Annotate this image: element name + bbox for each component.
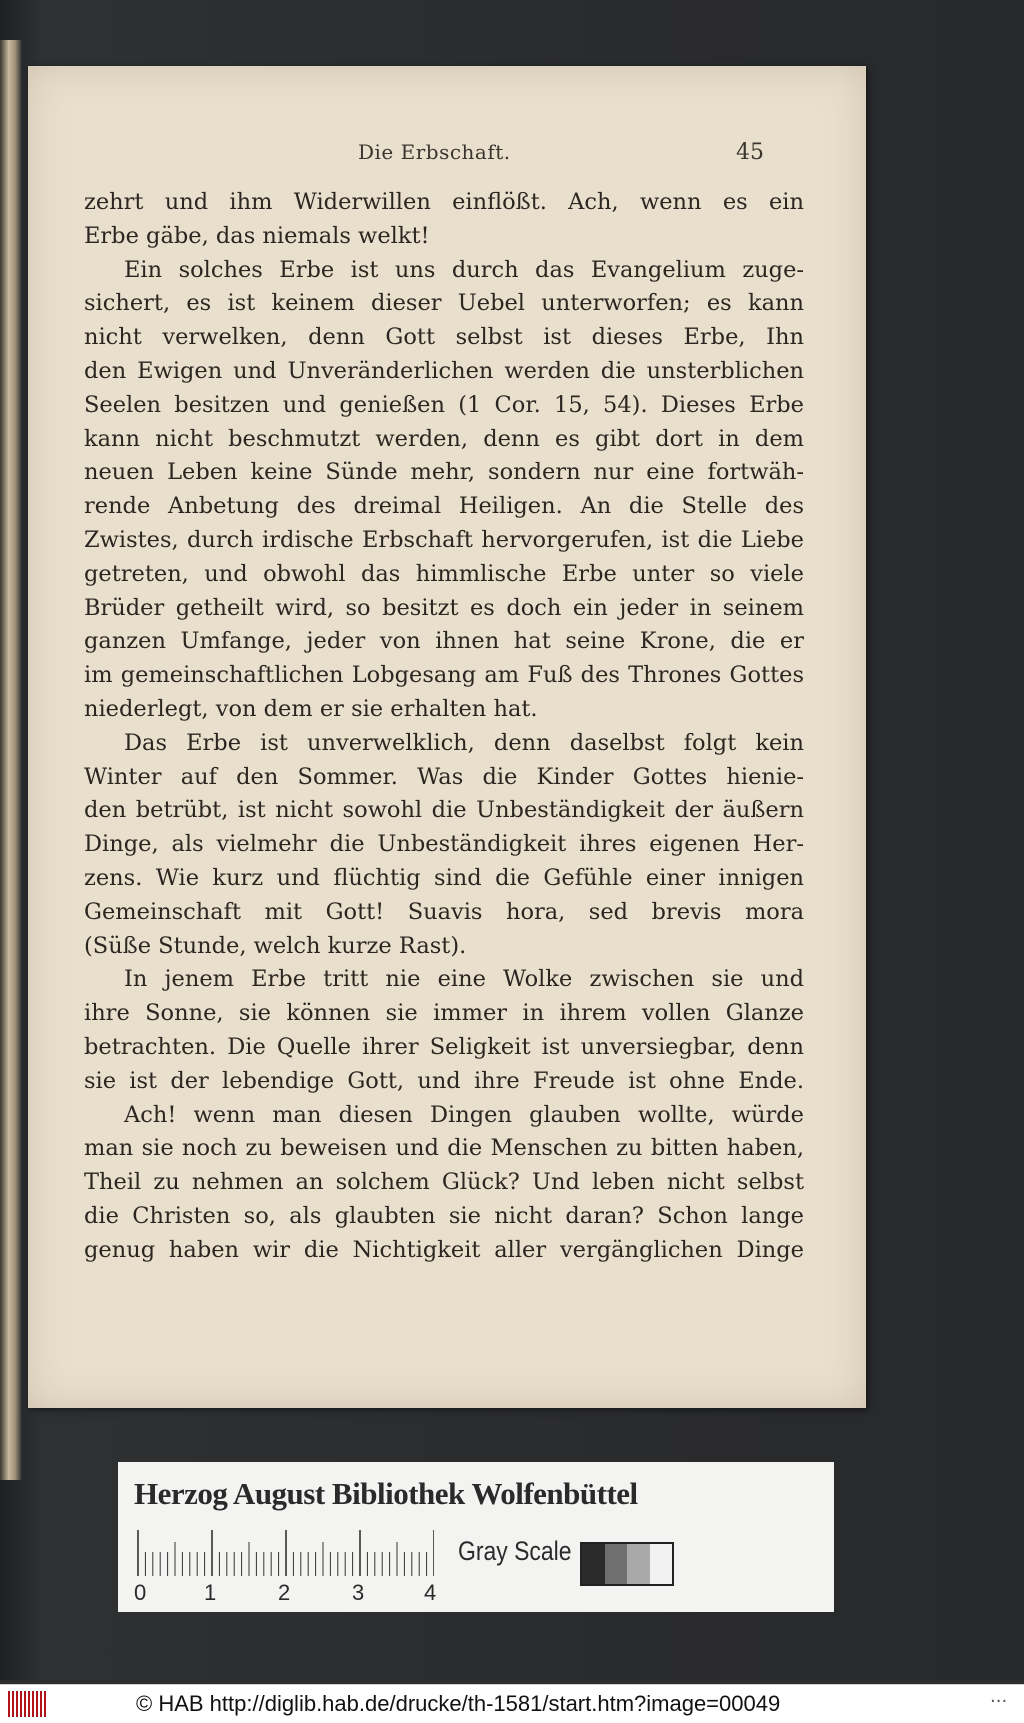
gray-scale-swatches [580, 1542, 674, 1586]
text-line: Das Erbe ist unverwelklich, denn daselbst folgt kein [124, 729, 804, 756]
previous-page-edge [0, 40, 22, 1480]
text-line: kann nicht beschmutzt werden, denn es gibt dort in dem [84, 425, 804, 452]
gray-swatch [627, 1544, 650, 1584]
ruler-label-4: 4 [424, 1580, 437, 1605]
text-line: In jenem Erbe tritt nie eine Wolke zwischen sie und [124, 966, 804, 993]
text-line: Ein solches Erbe ist uns durch das Evangelium zuge- [124, 256, 804, 283]
text-line: Theil zu nehmen an solchem Glück? Und leben nicht selbst [84, 1169, 804, 1196]
text-line: im gemeinschaftlichen Lobgesang am Fuß des Thrones Gottes [84, 662, 804, 689]
page-number: 45 [736, 140, 764, 165]
cm-ruler [134, 1528, 437, 1608]
running-title: Die Erbschaft. [358, 140, 511, 164]
more-menu-icon[interactable]: ··· [990, 1691, 1008, 1712]
text-line: (Süße Stunde, welch kurze Rast). [84, 932, 467, 959]
book-page [28, 66, 866, 1408]
footer-copyright-url[interactable]: © HAB http://diglib.hab.de/drucke/th-1581/start.htm?image=00049 [136, 1691, 781, 1716]
text-line: neuen Leben keine Sünde mehr, sondern nur eine fortwäh- [84, 459, 804, 486]
hab-logo-icon [8, 1691, 46, 1717]
text-line: zehrt und ihm Widerwillen einflößt. Ach, wenn es ein [84, 189, 804, 215]
gray-swatch [650, 1544, 673, 1584]
text-line: Gemeinschaft mit Gott! Suavis hora, sed brevis mora [84, 898, 804, 925]
text-line: genug haben wir die Nichtigkeit aller vergänglichen Dinge [84, 1236, 804, 1263]
text-line: Dinge, als vielmehr die Unbeständigkeit ihres eigenen Her- [84, 831, 804, 858]
text-line: den Ewigen und Unveränderlichen werden die unsterblichen [84, 357, 804, 384]
gray-swatch [582, 1544, 605, 1584]
text-line: sichert, es ist keinem dieser Uebel unterworfen; es kann [84, 290, 804, 317]
ruler-label-0: 0 [134, 1580, 147, 1605]
ruler-label-2: 2 [278, 1580, 291, 1605]
text-line: den betrübt, ist nicht sowohl die Unbeständigkeit der äußern [84, 797, 804, 824]
text-line: Ach! wenn man diesen Dingen glauben wollte, würde [124, 1101, 804, 1128]
library-name: Herzog August Bibliothek Wolfenbüttel [134, 1476, 638, 1511]
text-line: Seelen besitzen und genießen (1 Cor. 15, 54). Dieses Erbe [84, 391, 804, 418]
text-line: Brüder getheilt wird, so besitzt es doch ein jeder in seinem [84, 594, 804, 621]
text-line: ihre Sonne, sie können sie immer in ihrem vollen Glanze [84, 1000, 804, 1027]
text-line: zens. Wie kurz und flüchtig sind die Gefühle einer innigen [84, 864, 804, 891]
footer-bar [0, 1684, 1024, 1723]
text-line: Erbe gäbe, das niemals welkt! [84, 222, 430, 249]
text-line: getreten, und obwohl das himmlische Erbe unter so viele [84, 560, 804, 587]
gray-swatch [605, 1544, 628, 1584]
running-head [28, 140, 866, 170]
body-text [84, 186, 804, 1268]
text-line: man sie noch zu beweisen und die Menschen zu bitten haben, [84, 1135, 804, 1162]
text-line: niederlegt, von dem er sie erhalten hat. [84, 695, 538, 722]
text-line: Winter auf den Sommer. Was die Kinder Gottes hienie- [84, 763, 804, 790]
text-line: rende Anbetung des dreimal Heiligen. An die Stelle des [84, 493, 804, 520]
ruler-label-1: 1 [204, 1580, 217, 1605]
text-line: die Christen so, als glaubten sie nicht daran? Schon lange [84, 1202, 804, 1229]
gray-scale-label: Gray Scale [458, 1536, 572, 1566]
text-line: ganzen Umfange, jeder von ihnen hat seine Krone, die er [84, 628, 804, 655]
text-line: Zwistes, durch irdische Erbschaft hervorgerufen, ist die Liebe [84, 526, 804, 553]
text-line: sie ist der lebendige Gott, und ihre Freude ist ohne Ende. [84, 1067, 804, 1094]
ruler-label-3: 3 [352, 1580, 365, 1605]
text-line: betrachten. Die Quelle ihrer Seligkeit ist unversiegbar, denn [84, 1033, 804, 1060]
color-target [118, 1462, 834, 1612]
text-line: nicht verwelken, denn Gott selbst ist dieses Erbe, Ihn [84, 324, 804, 351]
ruler-ticks [134, 1528, 434, 1578]
